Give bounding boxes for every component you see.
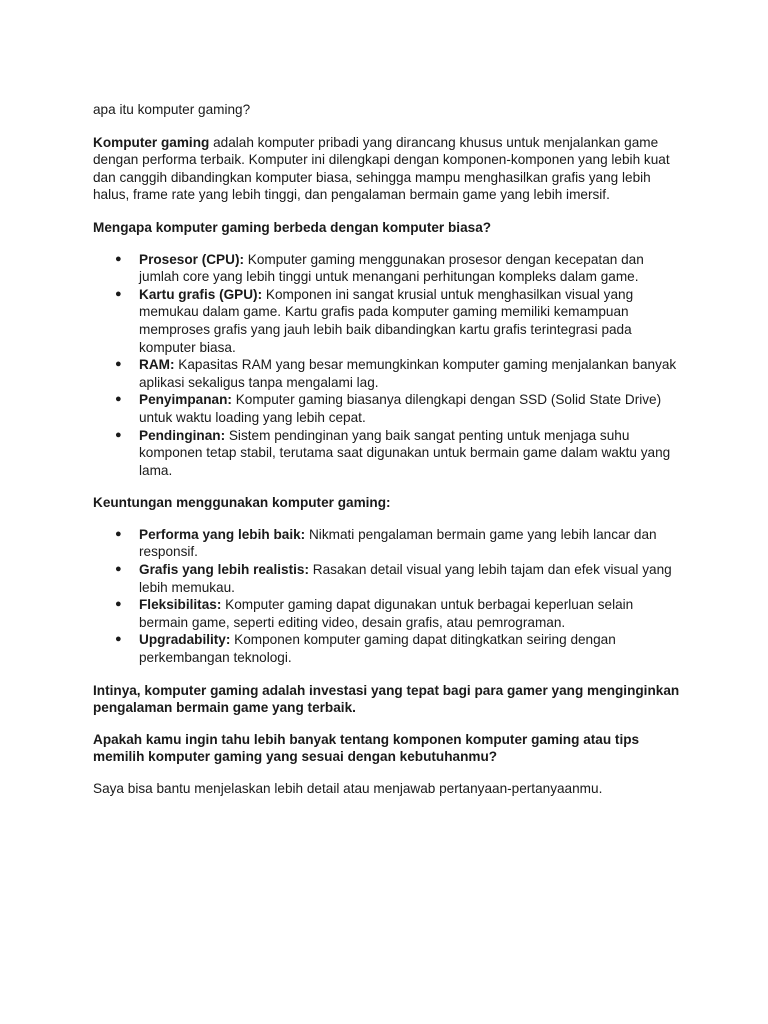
section1-list: [93, 251, 683, 480]
bullet-icon: ●: [115, 287, 122, 300]
document-page: [93, 101, 683, 798]
list-item-text: Rasakan detail visual yang lebih tajam dan efek visual yang lebih memukau.: [139, 562, 672, 595]
list-item: [93, 561, 683, 596]
bullet-icon: ●: [115, 358, 122, 371]
conclusion-paragraph: Intinya, komputer gaming adalah investasi yang tepat bagi para gamer yang menginginkan pengalaman bermain game yang terbaik.: [93, 682, 680, 716]
list-item-label: Prosesor (CPU):: [139, 251, 244, 267]
list-item-text: Komponen komputer gaming dapat ditingkatkan seiring dengan perkembangan teknologi.: [139, 632, 616, 666]
list-item-text: Sistem pendinginan yang baik sangat penting untuk menjaga suhu komponen tetap stabil, terutama saat digunakan untuk bermain game dalam waktu yang lama.: [139, 427, 671, 478]
list-item: [93, 631, 683, 666]
bullet-icon: ●: [115, 428, 122, 441]
intro-text: adalah komputer pribadi yang dirancang khusus untuk menjalankan game dengan performa terbaik. Komputer ini dilengkapi dengan komponen-komponen yang lebih kuat dan canggih dibandingkan komputer biasa, sehingga mampu menghasilkan grafis yang lebih halus, frame rate yang lebih tinggi, dan pengalaman bermain game yang lebih imersif.: [93, 134, 670, 203]
document-question: apa itu komputer gaming?: [93, 102, 251, 117]
list-item-label: Pendinginan:: [139, 427, 226, 443]
list-item: [93, 391, 683, 426]
list-item-label: Fleksibilitas:: [139, 597, 222, 613]
offer-paragraph: Saya bisa bantu menjelaskan lebih detail atau menjawab pertanyaan-pertanyaanmu.: [93, 781, 603, 796]
list-item-label: Performa yang lebih baik:: [139, 526, 306, 542]
bullet-icon: ●: [115, 252, 122, 265]
list-item-label: Grafis yang lebih realistis:: [139, 562, 309, 578]
list-item: [93, 526, 683, 561]
list-item-text: Nikmati pengalaman bermain game yang lebih lancar dan responsif.: [139, 526, 657, 560]
section1-heading: Mengapa komputer gaming berbeda dengan komputer biasa?: [93, 219, 492, 235]
list-item-label: RAM:: [139, 357, 175, 373]
intro-term: Komputer gaming: [93, 134, 210, 150]
list-item-text: Kapasitas RAM yang besar memungkinkan komputer gaming menjalankan banyak aplikasi sekaligus tanpa mengalami lag.: [139, 357, 677, 390]
list-item: [93, 427, 683, 480]
list-item: [93, 596, 683, 631]
bullet-icon: ●: [115, 598, 122, 611]
list-item: [93, 356, 683, 391]
list-item-text: Komputer gaming menggunakan prosesor dengan kecepatan dan jumlah core yang lebih tinggi untuk menangani perhitungan kompleks dalam game.: [139, 251, 644, 285]
list-item-text: Komputer gaming dapat digunakan untuk berbagai keperluan selain bermain game, seperti editing video, desain grafis, atau pemrograman.: [139, 597, 634, 630]
bullet-icon: ●: [115, 527, 122, 540]
section2-heading: Keuntungan menggunakan komputer gaming:: [93, 495, 391, 511]
list-item-label: Upgradability:: [139, 632, 231, 648]
section2-list: [93, 526, 683, 667]
list-item-label: Penyimpanan:: [139, 392, 232, 408]
list-item-label: Kartu grafis (GPU):: [139, 286, 263, 302]
intro-paragraph: [93, 134, 683, 204]
followup-question: Apakah kamu ingin tahu lebih banyak tentang komponen komputer gaming atau tips memilih komputer gaming yang sesuai dengan kebutuhanmu?: [93, 731, 640, 765]
list-item: [93, 286, 683, 356]
bullet-icon: ●: [115, 633, 122, 646]
bullet-icon: ●: [115, 563, 122, 576]
list-item-text: Komputer gaming biasanya dilengkapi dengan SSD (Solid State Drive) untuk waktu loading yang lebih cepat.: [139, 392, 662, 425]
bullet-icon: ●: [115, 393, 122, 406]
list-item: [93, 251, 683, 286]
list-item-text: Komponen ini sangat krusial untuk menghasilkan visual yang memukau dalam game. Kartu grafis pada komputer gaming memiliki kemampuan memproses grafis yang jauh lebih baik dibandingkan kartu grafis terintegrasi pada komputer biasa.: [139, 286, 634, 355]
